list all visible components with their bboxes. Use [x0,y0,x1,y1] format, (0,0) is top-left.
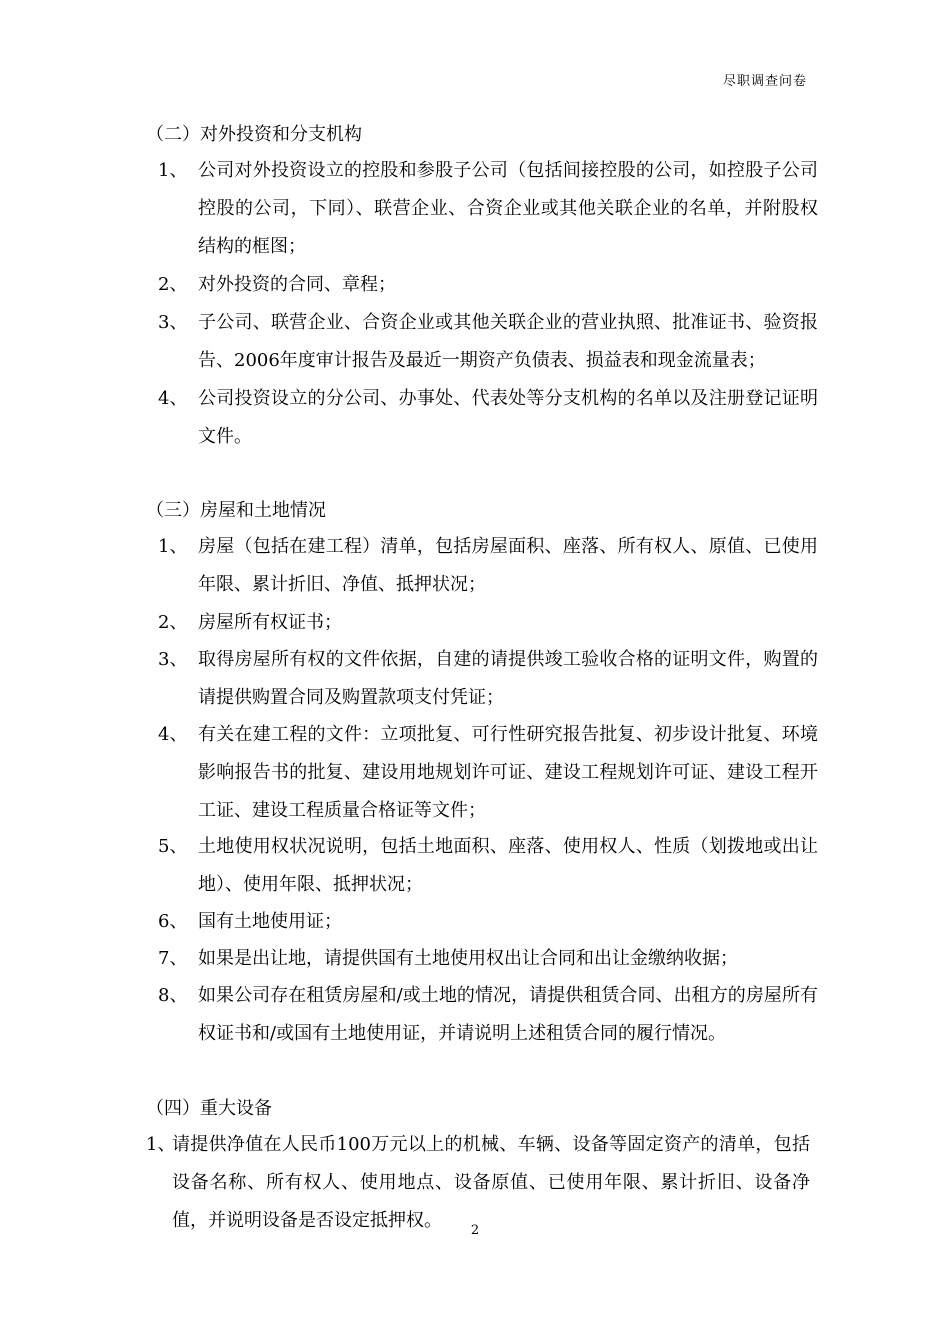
list-item [158,604,818,642]
item-number: 2、 [158,612,188,633]
list-item [158,940,818,978]
list-item [158,977,818,1053]
item-number: 4、 [158,388,188,409]
item-number: 4、 [158,724,188,745]
item-text: 对外投资的合同、章程； [198,274,396,295]
list-item [158,828,818,904]
item-text: 公司投资设立的分公司、办事处、代表处等分支机构的名单以及注册登记证明文件。 [198,388,818,447]
item-text: 房屋所有权证书； [198,612,342,633]
list-item [158,380,818,456]
item-number: 2、 [158,274,188,295]
item-number: 6、 [158,911,188,932]
section-title-property-land: （三）房屋和土地情况 [146,500,326,521]
item-text: 公司对外投资设立的控股和参股子公司（包括间接控股的公司，如控股子公司控股的公司，下同）、联营企业、合资企业或其他关联企业的名单，并附股权结构的框图； [198,160,818,257]
item-text: 如果是出让地，请提供国有土地使用权出让合同和出让金缴纳收据； [198,948,738,969]
list-item [158,641,818,717]
item-text: 国有土地使用证； [198,911,342,932]
item-text: 请提供净值在人民币100万元以上的机械、车辆、设备等固定资产的清单，包括设备名称、所有权人、使用地点、设备原值、已使用年限、累计折旧、设备净值，并说明设备是否设定抵押权。 [172,1134,810,1231]
item-text: 取得房屋所有权的文件依据，自建的请提供竣工验收合格的证明文件，购置的请提供购置合同及购置款项支付凭证； [198,649,818,708]
list-item [158,152,818,266]
page-number: 2 [470,1223,480,1238]
item-text: 土地使用权状况说明，包括土地面积、座落、使用权人、性质（划拨地或出让地）、使用年限、抵押状况； [198,836,818,895]
item-number: 5、 [158,836,188,857]
item-number: 1、 [146,1134,176,1155]
section-title-investment: （二）对外投资和分支机构 [146,124,362,145]
list-item [158,716,818,830]
item-number: 1、 [158,536,188,557]
list-item [158,304,818,380]
item-number: 3、 [158,649,188,670]
list-item [158,528,818,604]
item-text: 有关在建工程的文件：立项批复、可行性研究报告批复、初步设计批复、环境影响报告书的批复、建设用地规划许可证、建设工程规划许可证、建设工程开工证、建设工程质量合格证等文件； [198,724,818,821]
item-number: 3、 [158,312,188,333]
item-number: 7、 [158,948,188,969]
item-text: 如果公司存在租赁房屋和/或土地的情况，请提供租赁合同、出租方的房屋所有权证书和/或国有土地使用证，并请说明上述租赁合同的履行情况。 [198,985,818,1044]
item-text: 房屋（包括在建工程）清单，包括房屋面积、座落、所有权人、原值、已使用年限、累计折旧、净值、抵押状况； [198,536,818,595]
list-item [158,266,818,304]
item-number: 8、 [158,985,188,1006]
item-number: 1、 [158,160,188,181]
item-text: 子公司、联营企业、合资企业或其他关联企业的营业执照、批准证书、验资报告、2006年度审计报告及最近一期资产负债表、损益表和现金流量表； [198,312,818,371]
list-item [158,903,818,941]
section-title-major-equipment: （四）重大设备 [146,1098,272,1119]
page-header-title: 尽职调查问卷 [722,74,807,89]
